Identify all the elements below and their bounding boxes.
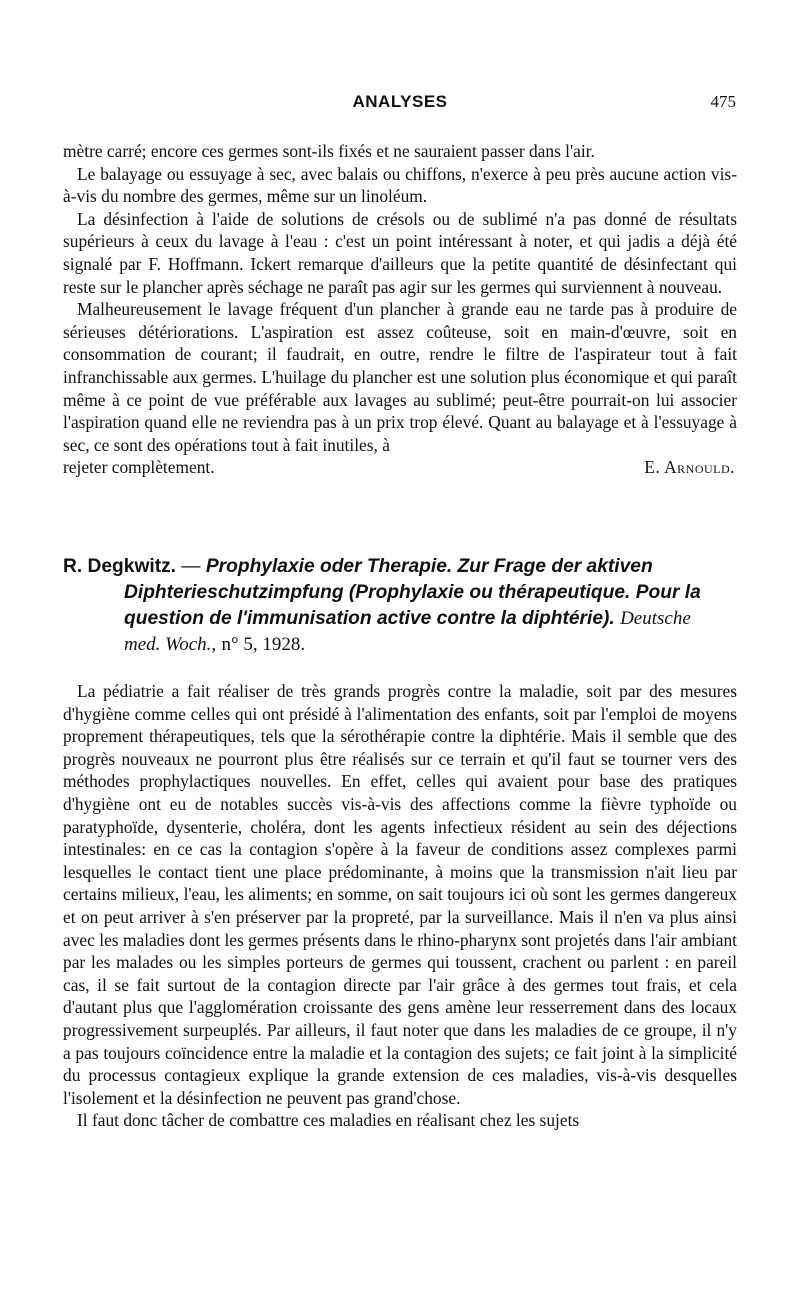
journal-abbrev: med. Woch., [124, 634, 217, 655]
signature: E. Arnould. [644, 457, 735, 478]
paragraph: Malheureusement le lavage fréquent d'un plancher à grande eau ne tarde pas à produire de sérieuses détériorations. L'aspiration est assez coûteuse, soit en main-d'œuvre, soit en consommation de courant; il faudrait, en outre, rendre le filtre de l'aspirateur tout à fait infranchissable aux germes. L'huilage du plancher est une solution plus économique et qui paraît même à ce point de vue préférable aux lavages au sublimé; peut-être pourrait-on lui associer l'aspiration quand elle ne reviendra pas à un prix trop élevé. Quant au balayage et à l'essuyage à sec, ce sont des opérations tout à fait inutiles, à [63, 299, 737, 455]
running-head [64, 92, 736, 116]
author: R. Degkwitz. [63, 556, 177, 577]
paragraph: Il faut donc tâcher de combattre ces maladies en réalisant chez les sujets [77, 1110, 580, 1131]
page-number: 475 [710, 92, 736, 111]
paragraph: Le balayage ou essuyage à sec, avec balais ou chiffons, n'exerce à peu près aucune action vis-à-vis du nombre des germes, même sur un linoléum. [63, 163, 737, 207]
paragraph: mètre carré; encore ces germes sont-ils fixés et ne sauraient passer dans l'air. [63, 141, 595, 161]
running-head-title: ANALYSES [352, 92, 448, 111]
article-heading [63, 554, 737, 658]
journal-issue: n° 5, 1928. [221, 634, 306, 655]
heading-line-1 [63, 554, 737, 580]
previous-article-text [63, 140, 737, 479]
article-title-part-3: question de l'immunisation active contre la diphtérie). [124, 608, 615, 629]
article-title-part-1: Prophylaxie oder Therapie. Zur Frage der aktiven [205, 556, 653, 577]
heading-dash: — [176, 556, 206, 577]
article-title-part-2: Diphterieschutzimpfung (Prophylaxie ou thérapeutique. Pour la [124, 582, 701, 603]
paragraph: La désinfection à l'aide de solutions de crésols ou de sublimé n'a pas donné de résultats supérieurs à ceux du lavage à l'eau : c'est un point intéressant à noter, et qui jadis a déjà été signalé par F. Hoffmann. Ickert remarque d'ailleurs que la petite quantité de désinfectant qui reste sur le plancher après séchage ne paraît pas agir sur les germes qui surviennent à nouveau. [63, 208, 737, 297]
signature-line [63, 456, 737, 479]
article-body [63, 680, 737, 1132]
heading-line-3 [63, 606, 737, 632]
heading-line-2 [63, 580, 737, 606]
closing-text: rejeter complètement. [63, 457, 215, 478]
heading-line-4 [63, 632, 737, 658]
paragraph: La pédiatrie a fait réaliser de très grands progrès contre la maladie, soit par des mesures d'hygiène comme celles qui ont présidé à l'alimentation des enfants, soit par l'emploi de moyens proprement thérapeutiques, tels que la sérothérapie contre la diphtérie. Mais il semble que des progrès nouveaux ne pourront plus être réalisés sur ce terrain et qu'il faut se tourner vers des méthodes prophylactiques nouvelles. En effet, celles qui avaient pour base des pratiques d'hygiène ont eu de notables succès vis-à-vis des affections comme la fièvre typhoïde ou paratyphoïde, dysenterie, choléra, dont les agents infectieux résident au sein des déjections intestinales: en ce cas la contagion s'opère à la faveur de conditions assez complexes parmi lesquelles le contact tient une place prédominante, à moins que la transmission n'ait lieu par certains milieux, l'eau, les aliments; en somme, on sait toujours ici où sont les germes dangereux et on peut arriver à s'en préserver par la propreté, par la surveillance. Mais il n'en va plus ainsi avec les maladies dont les germes présents dans le rhino-pharynx sont projetés dans l'air ambiant par les malades ou les simples porteurs de germes qui toussent, crachent ou parlent : en pareil cas, il se fait surtout de la contagion directe par l'air grâce à des germes tout frais, et cela d'autant plus que l'agglomération croissante des gens amène leur resserrement dans des locaux progressivement surpeuplés. Par ailleurs, il faut noter que dans les maladies de ce groupe, il n'y a pas toujours coïncidence entre la maladie et la contagion des sujets; ce fait joint à la simplicité du processus contagieux explique la grande extension de ces maladies, vis-à-vis desquelles l'isolement et la désinfection ne peuvent pas grand'chose. [63, 681, 737, 1108]
journal-name: Deutsche [620, 608, 691, 629]
